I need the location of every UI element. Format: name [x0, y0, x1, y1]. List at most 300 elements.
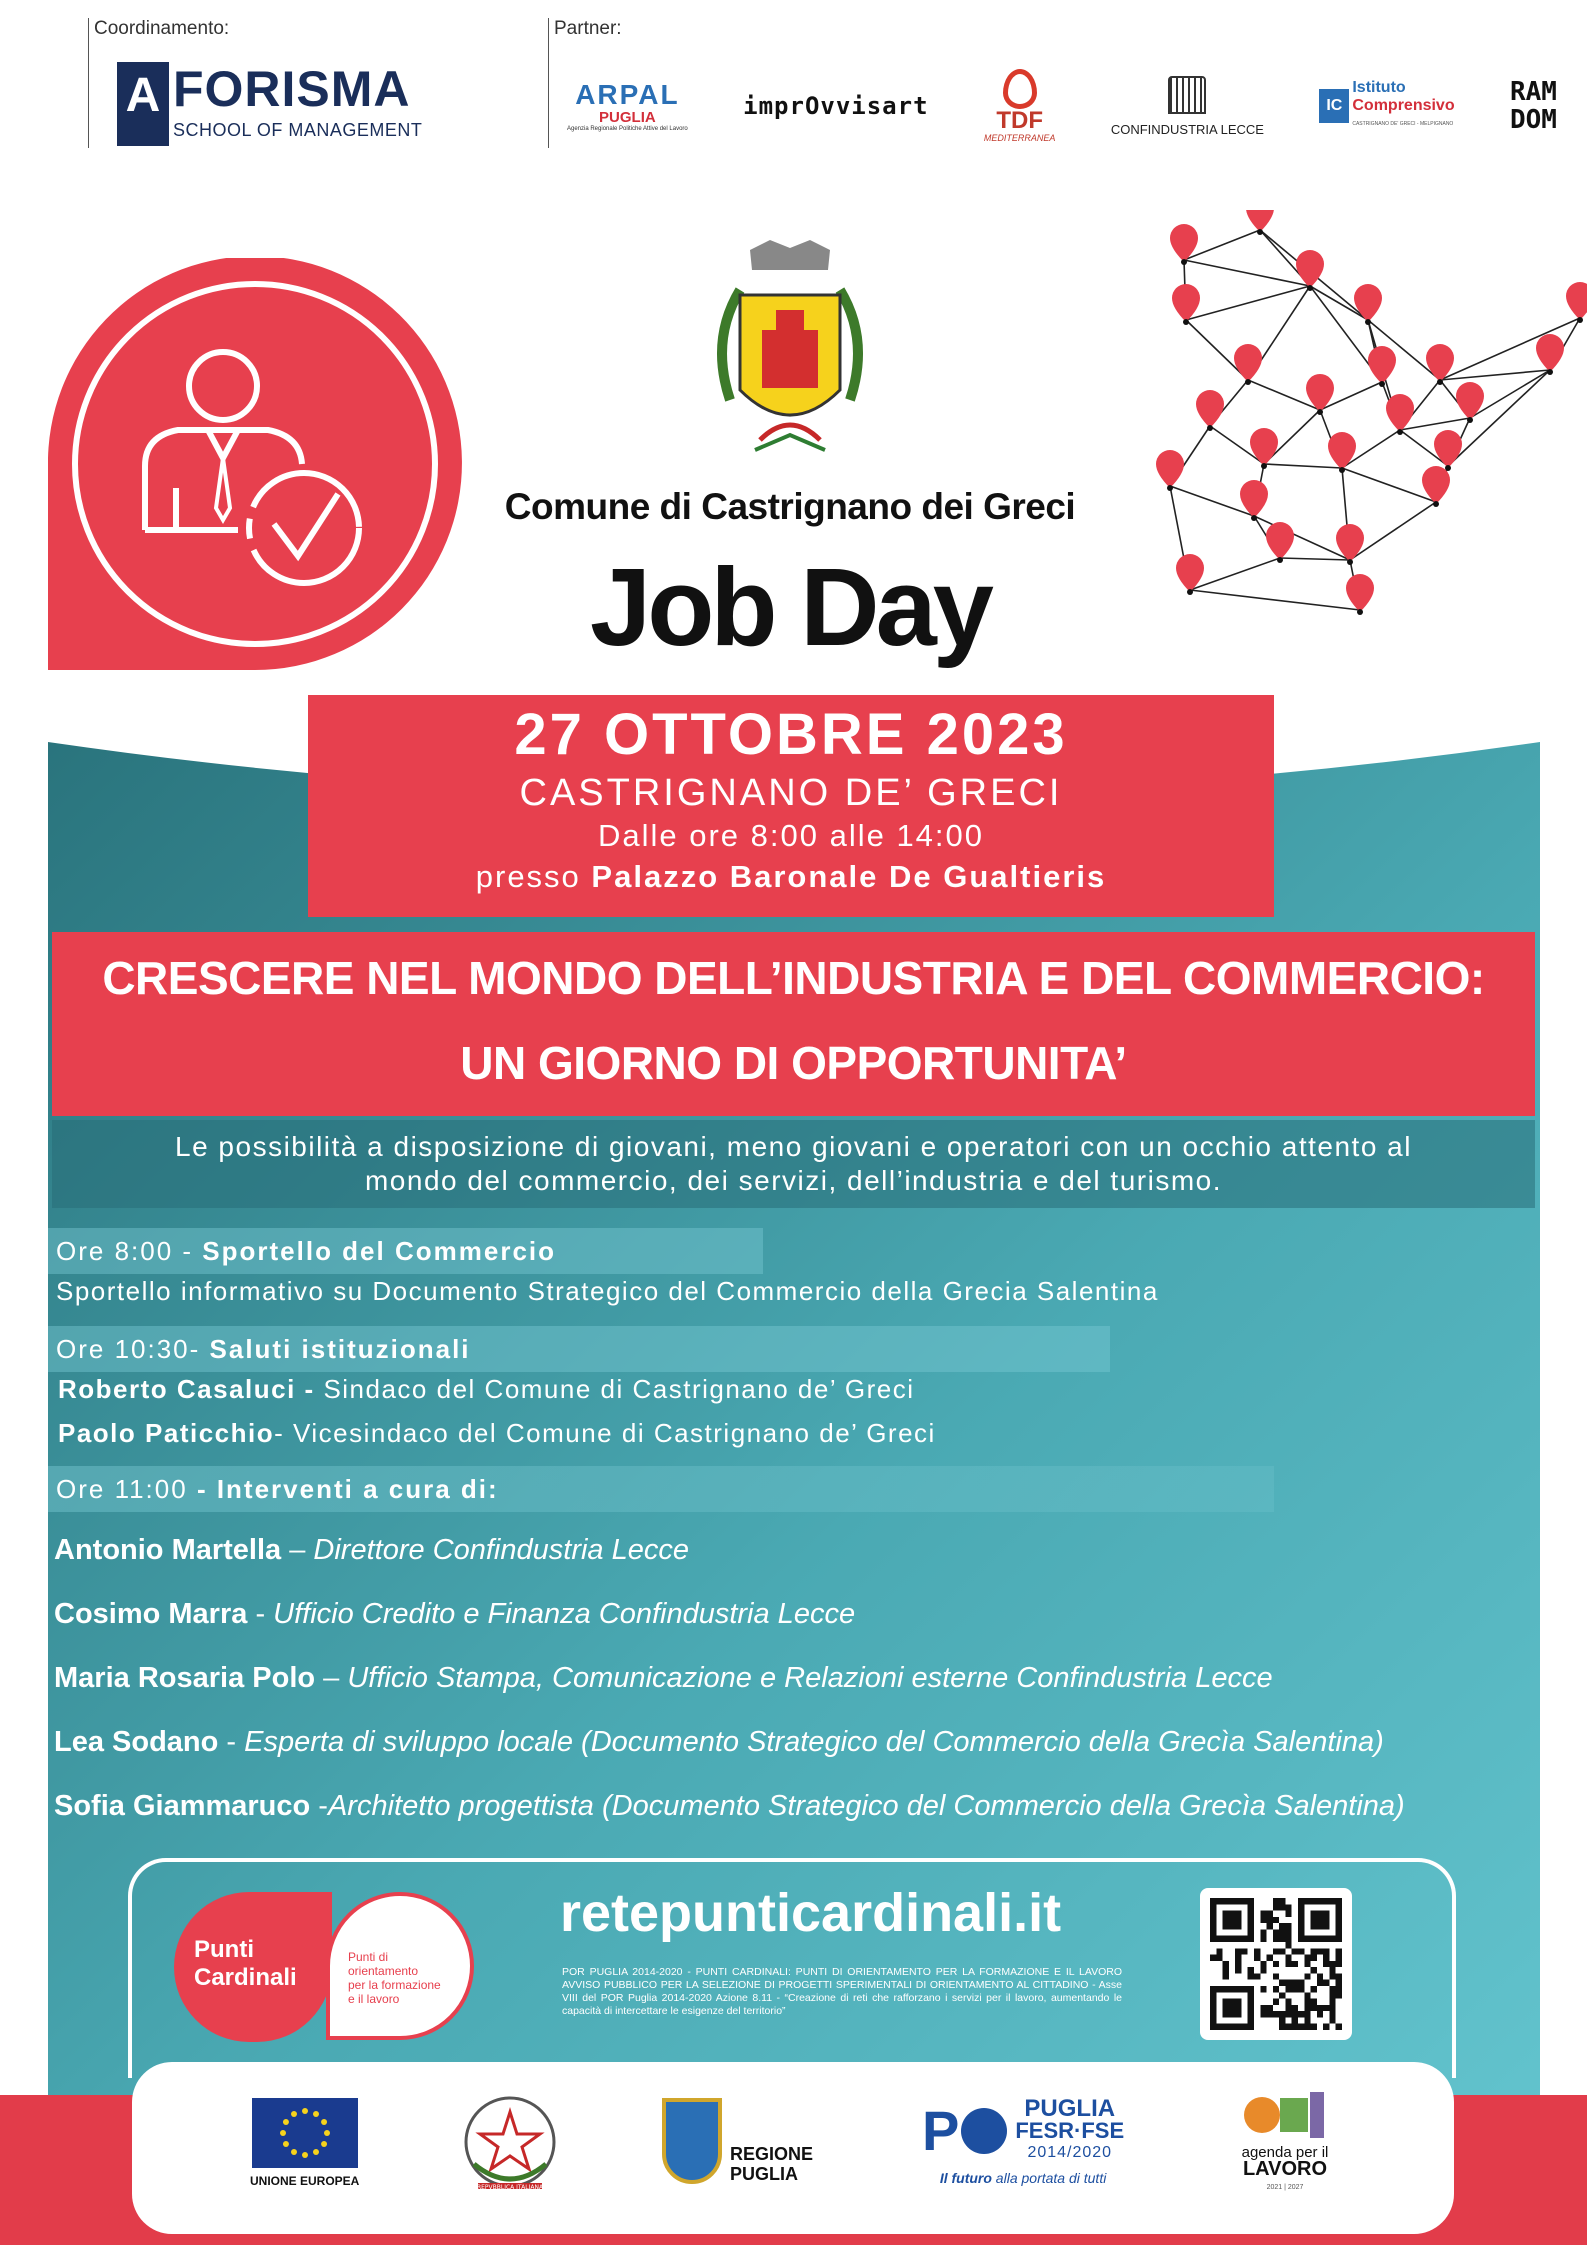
qr-module [1285, 1923, 1291, 1929]
tdf-name: TDF [996, 107, 1043, 134]
qr-module [1279, 1980, 1285, 1986]
qr-module [1304, 2005, 1310, 2011]
qr-module [1235, 1967, 1241, 1973]
speaker-name: Maria Rosaria Polo [54, 1662, 316, 1694]
qr-module [1223, 1967, 1229, 1973]
pin-node [1207, 425, 1213, 431]
speaker-role: Esperta di sviluppo locale (Documento Strategico del Commercio della Grecìa Salentina) [244, 1726, 1384, 1758]
qr-module [1304, 2024, 1310, 2030]
qr-module [1323, 2005, 1329, 2011]
qr-module [1223, 1911, 1242, 1930]
building-icon [1168, 76, 1206, 114]
network-line [1190, 558, 1280, 590]
speaker-role: Sindaco del Comune di Castrignano de’ Greci [323, 1374, 915, 1404]
speaker-name: Cosimo Marra [54, 1598, 248, 1630]
qr-module [1260, 1917, 1266, 1923]
qr-module [1273, 1986, 1279, 1992]
municipality-name: Comune di Castrignano dei Greci [504, 486, 1076, 527]
qr-module [1317, 1973, 1323, 1979]
map-pin [1354, 284, 1382, 322]
qr-module [1298, 2011, 1304, 2017]
pc-desc-2: orientamento [348, 1964, 419, 1978]
qr-module [1279, 1898, 1285, 1904]
map-pin [1386, 394, 1414, 432]
qr-module [1317, 2005, 1323, 2011]
qr-module [1298, 1898, 1304, 1942]
aforisma-letter: A [117, 62, 169, 146]
slot3-title: - Interventi a cura di: [196, 1474, 499, 1504]
event-title: Job Day [590, 546, 990, 669]
speaker-row [54, 1534, 689, 1567]
arpal-logo [567, 78, 688, 132]
pc-name [174, 1892, 332, 2042]
pin-node [1357, 609, 1363, 615]
slot1-title: Sportello del Commercio [202, 1236, 557, 1266]
istituto-icon: IC [1319, 89, 1349, 123]
event-date: 27 OTTOBRE 2023 [514, 702, 1068, 767]
map-pin [1368, 346, 1396, 384]
qr-module [1329, 2005, 1335, 2011]
qr-module [1210, 1898, 1216, 1942]
po-tag-rest: alla portata di tutti [991, 2170, 1107, 2186]
aforisma-name: FORISMA [173, 61, 411, 117]
qr-module [1279, 1992, 1285, 1998]
agenda-slot-1 [48, 1228, 763, 1274]
coordination-label: Coordinamento: [94, 18, 230, 39]
region-shield-icon [662, 2098, 722, 2184]
slot3-time: Ore 11:00 [56, 1474, 197, 1504]
slot2-speaker-1 [58, 1374, 915, 1405]
pin-node [1277, 557, 1283, 563]
municipal-crest-icon [700, 240, 880, 480]
qr-module [1336, 1955, 1342, 1961]
qr-module [1329, 1992, 1335, 1998]
eu-star [280, 2130, 286, 2136]
slot2-title: Saluti istituzionali [209, 1334, 471, 1364]
pin-node [1183, 319, 1189, 325]
eu-star [313, 2149, 319, 2155]
speaker-name: Sofia Giammaruco [54, 1790, 311, 1822]
qr-module [1279, 1948, 1285, 1954]
qr-module [1292, 1961, 1298, 1967]
map-pin [1250, 428, 1278, 466]
qr-module [1298, 1936, 1342, 1942]
qr-module [1260, 2011, 1266, 2017]
pin-node [1187, 589, 1193, 595]
slot1-description: Sportello informativo su Documento Strategico del Commercio della Grecia Salentina [56, 1276, 1159, 1306]
qr-module [1285, 1942, 1291, 1948]
eu-logo [250, 2098, 359, 2188]
qr-module [1311, 2005, 1317, 2011]
flame-icon [1003, 69, 1037, 109]
speaker-row [54, 1726, 1384, 1759]
qr-module [1279, 2024, 1285, 2030]
aforisma-logo [117, 62, 422, 146]
qr-module [1304, 2017, 1310, 2023]
speaker-name: Paolo Paticchio [58, 1418, 275, 1448]
qr-module [1223, 1973, 1229, 1979]
speaker-role: Ufficio Stampa, Comunicazione e Relazioni esterne Confindustria Lecce [347, 1662, 1273, 1694]
speaker-role: Architetto progettista (Documento Strategico del Commercio della Grecìa Salentina) [327, 1790, 1405, 1822]
slot2-speaker-2 [58, 1418, 936, 1449]
republic-label: REPVBBLICA ITALIANA [476, 2184, 544, 2191]
speaker-separator: – [281, 1534, 314, 1566]
arpal-region: PUGLIA [599, 108, 656, 126]
speaker-row [54, 1790, 1405, 1823]
istituto-line2: Comprensivo [1352, 97, 1455, 114]
eu-star [324, 2130, 330, 2136]
qr-module [1311, 1986, 1317, 1992]
agenda-lavoro-icon [1240, 2090, 1330, 2140]
speaker-name: Antonio Martella [54, 1534, 282, 1566]
qr-module [1285, 1904, 1291, 1910]
speaker-name: Roberto Casaluci - [58, 1374, 324, 1404]
qr-module [1336, 1898, 1342, 1942]
pin-node [1445, 465, 1451, 471]
qr-module [1304, 2011, 1310, 2017]
speaker-separator: - [310, 1790, 328, 1822]
pin-node [1317, 409, 1323, 415]
qr-module [1298, 1948, 1304, 1954]
intro-text [52, 1120, 1535, 1208]
qr-module [1285, 1999, 1291, 2005]
pin-node [1339, 467, 1345, 473]
qr-module [1336, 1973, 1342, 1979]
qr-module [1329, 2017, 1335, 2023]
italian-emblem-icon [460, 2094, 560, 2202]
agenda-years: 2021 | 2027 [1266, 2184, 1304, 2191]
qr-module [1279, 1904, 1285, 1910]
qr-module [1273, 1973, 1279, 1979]
pin-node [1261, 463, 1267, 469]
eu-star [313, 2111, 319, 2117]
qr-module [1273, 1917, 1279, 1923]
qr-module [1304, 1973, 1310, 1979]
qr-module [1267, 2005, 1273, 2011]
eu-star [302, 2108, 308, 2114]
agenda-line2: LAVORO [1242, 2158, 1328, 2180]
speaker-name: Lea Sodano [54, 1726, 219, 1758]
agenda-line1: agenda per il [1241, 2144, 1329, 2161]
map-pin [1234, 344, 1262, 382]
ramdom-line1: RAM [1510, 77, 1557, 107]
po-line1: PUGLIA [1024, 2095, 1116, 2122]
map-pin [1196, 390, 1224, 428]
qr-module [1285, 2011, 1291, 2017]
partner-logos [567, 58, 1557, 154]
qr-module [1235, 1961, 1241, 1967]
confindustria-logo [1111, 76, 1264, 137]
agenda-slot-2 [48, 1326, 1110, 1372]
pin-node [1437, 379, 1443, 385]
qr-module [1292, 1980, 1298, 1986]
eu-star [283, 2141, 289, 2147]
pin-node [1433, 501, 1439, 507]
speaker-role: Ufficio Credito e Finanza Confindustria Lecce [273, 1598, 856, 1630]
qr-module [1248, 1986, 1254, 2030]
qr-module [1329, 1967, 1335, 1973]
network-line [1264, 464, 1342, 468]
intro-line1: Le possibilità a disposizione di giovani, meno giovani e operatori con un occhio attento al [175, 1131, 1412, 1162]
qr-module [1292, 1948, 1298, 1954]
qr-module [1323, 1948, 1329, 1954]
qr-module [1311, 1999, 1317, 2005]
qr-module [1210, 1898, 1254, 1904]
qr-module [1210, 1955, 1216, 1961]
qr-module [1336, 1961, 1342, 1967]
event-venue-line [308, 856, 1274, 898]
improvvisart-logo [743, 92, 928, 120]
network-line [1400, 418, 1470, 430]
qr-module [1273, 1999, 1279, 2005]
map-pin [1566, 282, 1587, 320]
pin-node [1577, 317, 1583, 323]
partner-block [548, 18, 1558, 148]
network-line [1440, 370, 1550, 380]
qr-module [1304, 1992, 1310, 1998]
qr-module [1216, 1948, 1222, 1954]
qr-module [1279, 1929, 1285, 1935]
qr-module [1273, 1904, 1279, 1910]
venue-prefix: presso [475, 859, 592, 894]
qr-module [1298, 1980, 1304, 1986]
pin-node [1347, 559, 1353, 565]
republic-logo [460, 2094, 560, 2202]
venue-name: Palazzo Baronale De Gualtieris [591, 859, 1107, 894]
por-puglia-logo: P PUGLIA FESR·FSE 2014/2020 Il futuro alla portata di tutti [922, 2095, 1125, 2186]
coordination-block [88, 18, 558, 148]
region-logo [662, 2098, 813, 2184]
intro-line2: mondo del commercio, dei servizi, dell’industria e del turismo. [364, 1165, 1223, 1196]
qr-module [1285, 1986, 1291, 1992]
qr-module [1273, 2011, 1279, 2017]
map-pin [1156, 450, 1184, 488]
arpal-tagline: Agenzia Regionale Politiche Attive del Lavoro [567, 125, 688, 132]
pc-desc-1: Punti di [348, 1950, 389, 1964]
qr-module [1323, 1980, 1329, 1986]
po-tag-bold: Il futuro [939, 2170, 992, 2186]
qr-module [1210, 1986, 1254, 1992]
arpal-name: ARPAL [575, 78, 680, 110]
qr-module [1304, 1999, 1310, 2005]
po-line3: 2014/2020 [1027, 2144, 1113, 2161]
qr-module [1248, 1898, 1254, 1942]
qr-module [1267, 1911, 1273, 1917]
region-label-1: REGIONE [730, 2144, 814, 2164]
header [0, 0, 1587, 160]
qr-module [1248, 1973, 1254, 1979]
qr-module [1235, 1948, 1241, 1954]
qr-module [1292, 2011, 1298, 2017]
network-line [1342, 468, 1436, 502]
istituto-line3: CASTRIGNANO DE' GRECI - MELPIGNANO [1352, 121, 1454, 127]
qr-module [1311, 2024, 1317, 2030]
qr-module [1285, 1961, 1291, 1967]
institutional-logos [132, 2062, 1454, 2234]
qr-module [1267, 1955, 1273, 1961]
po-line2: FESR·FSE [1015, 2118, 1125, 2143]
pin-node [1397, 429, 1403, 435]
qr-module [1216, 1955, 1222, 1961]
qr-module [1336, 1948, 1342, 1954]
qr-module [1323, 2024, 1329, 2030]
qr-module [1292, 1986, 1298, 1992]
qr-module [1260, 1936, 1266, 1942]
pin-node [1251, 515, 1257, 521]
qr-module [1285, 1980, 1291, 1986]
eu-star [302, 2152, 308, 2158]
ramdom-line2: DOM [1510, 105, 1557, 135]
agenda-lavoro-logo [1240, 2090, 1330, 2196]
qr-module [1323, 1961, 1329, 1967]
eu-star [291, 2111, 297, 2117]
qr-module [1260, 1967, 1266, 1973]
improvvisart-name: imprOvvisart [743, 92, 929, 120]
qr-module [1279, 1936, 1285, 1942]
map-pin [1434, 430, 1462, 468]
map-pin [1346, 574, 1374, 612]
map-pin [1246, 210, 1274, 232]
qr-module [1279, 2017, 1285, 2023]
slot2-time: Ore 10:30- [56, 1334, 210, 1364]
qr-module [1336, 2024, 1342, 2030]
qr-module [1336, 1992, 1342, 1998]
pc-desc-4: e il lavoro [348, 1992, 400, 2006]
qr-module [1329, 2011, 1335, 2017]
qr-module [1285, 1911, 1291, 1917]
speaker-role: Direttore Confindustria Lecce [313, 1534, 689, 1566]
qr-code[interactable] [1200, 1888, 1352, 2040]
eu-star [321, 2141, 327, 2147]
qr-module [1317, 1948, 1323, 1954]
qr-module [1267, 2011, 1273, 2017]
pin-node [1365, 319, 1371, 325]
qr-module [1210, 1986, 1216, 2030]
qr-module [1298, 1898, 1342, 1904]
network-line [1350, 502, 1436, 560]
region-label-2: PUGLIA [730, 2164, 799, 2184]
qr-module [1254, 1973, 1260, 1979]
pc-desc-3: per la formazione [348, 1978, 441, 1992]
pin-node [1379, 381, 1385, 387]
pin-node [1257, 229, 1263, 235]
qr-module [1273, 1948, 1279, 1954]
qr-module [1329, 1973, 1335, 1979]
qr-module [1260, 1929, 1266, 1935]
eu-star [283, 2119, 289, 2125]
punti-cardinali-logo [174, 1892, 484, 2042]
map-pin [1456, 382, 1484, 420]
qr-module [1254, 1948, 1260, 1954]
pin-node [1307, 285, 1313, 291]
qr-module [1273, 1929, 1279, 1935]
pin-node [1245, 379, 1251, 385]
pc-name-2: Cardinali [194, 1964, 297, 1991]
qr-module [1329, 1986, 1335, 1992]
qr-module [1298, 2024, 1304, 2030]
speaker-separator: – [315, 1662, 348, 1694]
headline-line1: CRESCERE NEL MONDO DELL’INDUSTRIA E DEL COMMERCIO: [102, 952, 1485, 1004]
eu-label: UNIONE EUROPEA [250, 2174, 360, 2188]
istituto-line1: Istituto [1352, 79, 1406, 96]
slot1-time: Ore 8:00 - [56, 1236, 203, 1266]
map-pin [1266, 522, 1294, 560]
map-pin [1296, 250, 1324, 288]
qr-module [1292, 2024, 1298, 2030]
qr-module [1273, 1961, 1279, 1967]
tdf-logo [984, 69, 1056, 143]
speaker-role: - Vicesindaco del Comune di Castrignano de’ Greci [274, 1418, 936, 1448]
headline [52, 932, 1535, 1116]
qr-module [1323, 1955, 1329, 1961]
event-details [308, 695, 1274, 917]
event-place: CASTRIGNANO DE’ GRECI [519, 772, 1063, 814]
tdf-sub: MEDITERRANEA [983, 133, 1056, 143]
pin-node [1547, 369, 1553, 375]
qr-module [1223, 1999, 1242, 2018]
qr-module [1304, 1955, 1310, 1961]
qr-module [1273, 1898, 1279, 1904]
qr-module [1311, 1955, 1317, 1961]
qr-module [1311, 1911, 1330, 1930]
qr-module [1317, 2011, 1323, 2017]
qr-module [1279, 2011, 1285, 2017]
speaker-row [54, 1598, 855, 1631]
map-pin [1172, 284, 1200, 322]
po-tagline [940, 2170, 1107, 2186]
qr-module [1336, 1986, 1342, 1992]
qr-module [1210, 1936, 1254, 1942]
qr-module [1241, 1948, 1247, 1954]
qr-module [1311, 1967, 1317, 1973]
qr-module [1235, 1955, 1241, 1961]
network-line [1280, 558, 1350, 560]
partner-label: Partner: [554, 18, 622, 39]
qr-module [1317, 1980, 1323, 1986]
speaker-separator: - [247, 1598, 274, 1630]
qr-module [1292, 2017, 1298, 2023]
event-hours: Dalle ore 8:00 alle 14:00 [597, 818, 985, 853]
qr-module [1223, 1961, 1229, 1967]
qr-module [1329, 1999, 1335, 2005]
qr-module [1260, 1961, 1266, 1967]
pin-node [1467, 417, 1473, 423]
qr-module [1260, 1986, 1266, 1992]
istituto-logo [1319, 79, 1454, 133]
pc-description [326, 1892, 474, 2040]
qr-module [1292, 2005, 1298, 2011]
qr-module [1260, 1911, 1266, 1917]
qr-module [1285, 2024, 1291, 2030]
pc-name-1: Punti [194, 1936, 254, 1963]
qr-module [1311, 1948, 1317, 1954]
speech-bubble-icon [961, 2108, 1007, 2154]
website-link[interactable]: retepunticardinali.it [560, 1883, 1062, 1943]
aforisma-subtitle: SCHOOL OF MANAGEMENT [173, 120, 423, 140]
qr-module [1267, 1923, 1273, 1929]
map-pin [1328, 432, 1356, 470]
program-description: POR PUGLIA 2014-2020 - PUNTI CARDINALI: PUNTI DI ORIENTAMENTO PER LA FORMAZIONE E IL LAVORO AVVISO PUBBLICO PER LA SELEZIONE DI PROGETTI SPERIMENTALI DI ORIENTAMENTO AL CITTADINO - Asse VIII del POR Puglia 2014-2020 Azione 8.11 - “Creazione di reti che rafforzano i servizi per il lavoro, aumentando le capacità di intercettare le esigenze del territorio” [562, 1966, 1122, 2017]
qr-module [1298, 1986, 1304, 1992]
pin-node [1181, 259, 1187, 265]
eu-flag-icon [252, 2098, 358, 2168]
qr-module [1273, 1936, 1279, 1942]
qr-module [1248, 1967, 1254, 1973]
eu-star [321, 2119, 327, 2125]
qr-module [1285, 1936, 1291, 1942]
qr-code-icon [1210, 1898, 1342, 2030]
qr-module [1260, 2005, 1266, 2011]
